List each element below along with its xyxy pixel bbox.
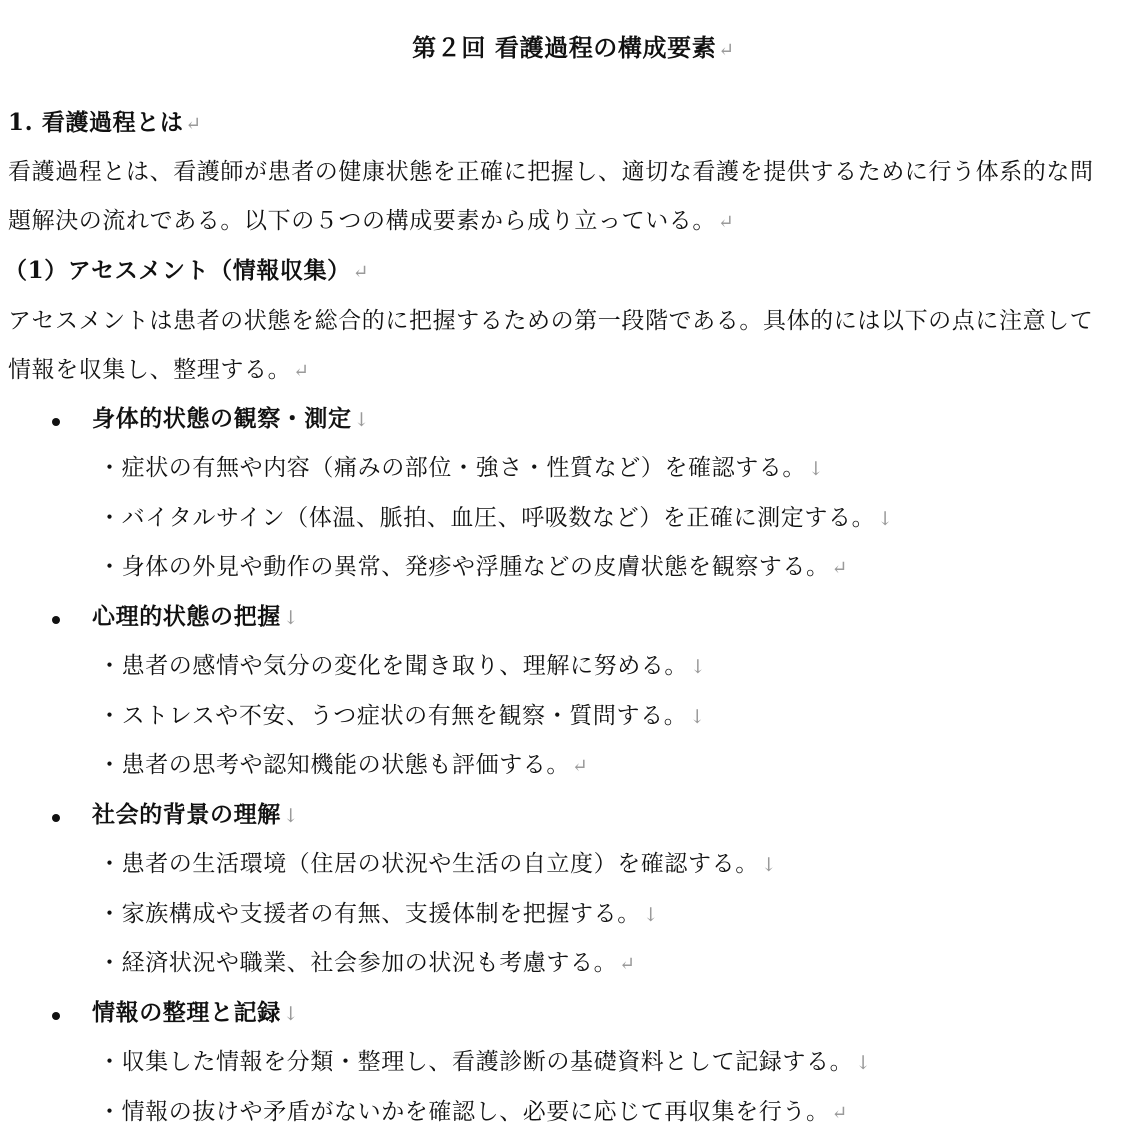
bullet-sub-item — [98, 849, 777, 880]
subsection-heading-text: （1）アセスメント（情報収集） — [4, 257, 351, 284]
bullet-sub-item — [98, 899, 659, 930]
bullet-label — [92, 998, 299, 1029]
line-break-mark: ↓ — [877, 508, 894, 530]
body-paragraph-text: 情報を収集し、整理する。 — [8, 357, 292, 383]
body-paragraph-line: 看護過程とは、看護師が患者の健康状態を正確に把握し、適切な看護を提供するために行う体系的な問 — [8, 159, 1094, 185]
line-break-mark: ↓ — [642, 904, 660, 926]
bullet-sub-item-text: ・患者の生活環境（住居の状況や生活の自立度）を確認する。 — [98, 851, 759, 877]
bullet-label-text: 心理的状態の把握 — [92, 603, 281, 630]
bullet-sub-item — [98, 1047, 872, 1078]
line-break-mark: ↓ — [690, 656, 707, 678]
bullet-sub-item-text: ・患者の思考や認知機能の状態も評価する。 — [98, 752, 570, 778]
bullet-sub-item-text: ・身体の外見や動作の異常、発疹や浮腫などの皮膚状態を観察する。 — [98, 554, 830, 580]
bullet-label — [92, 800, 299, 831]
section-heading-text: 1. 看護過程とは — [8, 109, 184, 136]
bullet-sub-item-text: ・ストレスや不安、うつ症状の有無を観察・質問する。 — [98, 703, 688, 729]
bullet-label-text: 身体的状態の観察・測定 — [92, 405, 352, 432]
body-paragraph-line: アセスメントは患者の状態を総合的に把握するための第一段階である。具体的には以下の点に注意して — [8, 308, 1094, 334]
line-break-mark: ↓ — [282, 805, 300, 827]
line-break-mark: ↓ — [353, 409, 371, 431]
bullet-sub-item-text: ・収集した情報を分類・整理し、看護診断の基礎資料として記録する。 — [98, 1049, 854, 1075]
bullet-dot-icon — [52, 1012, 60, 1020]
bullet-sub-item — [98, 701, 706, 732]
bullet-sub-item — [98, 552, 848, 583]
bullet-dot-icon — [52, 616, 60, 624]
line-break-mark: ↓ — [689, 706, 706, 728]
page-title — [0, 33, 1147, 65]
bullet-label — [92, 602, 299, 633]
subsection-heading — [4, 256, 369, 287]
bullet-sub-item — [98, 651, 707, 682]
bullet-sub-item — [98, 948, 636, 979]
paragraph-mark: ↵ — [352, 261, 370, 283]
bullet-sub-item — [98, 503, 894, 534]
body-paragraph-line — [8, 355, 310, 386]
bullet-label-text: 社会的背景の理解 — [92, 801, 281, 828]
paragraph-mark: ↵ — [831, 1102, 849, 1124]
bullet-dot-icon — [52, 418, 60, 426]
bullet-sub-item-text: ・経済状況や職業、社会参加の状況も考慮する。 — [98, 950, 618, 976]
bullet-label — [92, 404, 370, 435]
bullet-sub-item-text: ・情報の抜けや矛盾がないかを確認し、必要に応じて再収集を行う。 — [98, 1099, 830, 1125]
line-break-mark: ↓ — [282, 1003, 300, 1025]
paragraph-mark: ↵ — [572, 755, 589, 777]
paragraph-mark: ↵ — [718, 39, 735, 61]
paragraph-mark: ↵ — [293, 360, 310, 382]
bullet-label-text: 情報の整理と記録 — [92, 999, 281, 1026]
section-heading — [8, 108, 202, 139]
bullet-sub-item — [98, 1097, 848, 1128]
bullet-sub-item-text: ・バイタルサイン（体温、脈拍、血圧、呼吸数など）を正確に測定する。 — [98, 505, 876, 531]
paragraph-mark: ↵ — [619, 953, 636, 975]
paragraph-mark: ↵ — [831, 557, 849, 579]
bullet-sub-item — [98, 750, 589, 781]
line-break-mark: ↓ — [282, 607, 300, 629]
bullet-sub-item-text: ・患者の感情や気分の変化を聞き取り、理解に努める。 — [98, 653, 688, 679]
bullet-sub-item-text: ・家族構成や支援者の有無、支援体制を把握する。 — [98, 901, 641, 927]
bullet-dot-icon — [52, 814, 60, 822]
bullet-sub-item-text: ・症状の有無や内容（痛みの部位・強さ・性質など）を確認する。 — [98, 455, 806, 481]
body-paragraph-line — [8, 206, 735, 237]
line-break-mark: ↓ — [808, 458, 825, 480]
paragraph-mark: ↵ — [718, 211, 735, 233]
body-paragraph-text: 題解決の流れである。以下の５つの構成要素から成り立っている。 — [8, 208, 716, 234]
bullet-sub-item — [98, 453, 825, 484]
paragraph-mark: ↵ — [185, 113, 202, 135]
line-break-mark: ↓ — [855, 1052, 872, 1074]
page-title-text: 第２回 看護過程の構成要素 — [412, 33, 717, 62]
line-break-mark: ↓ — [760, 854, 778, 876]
